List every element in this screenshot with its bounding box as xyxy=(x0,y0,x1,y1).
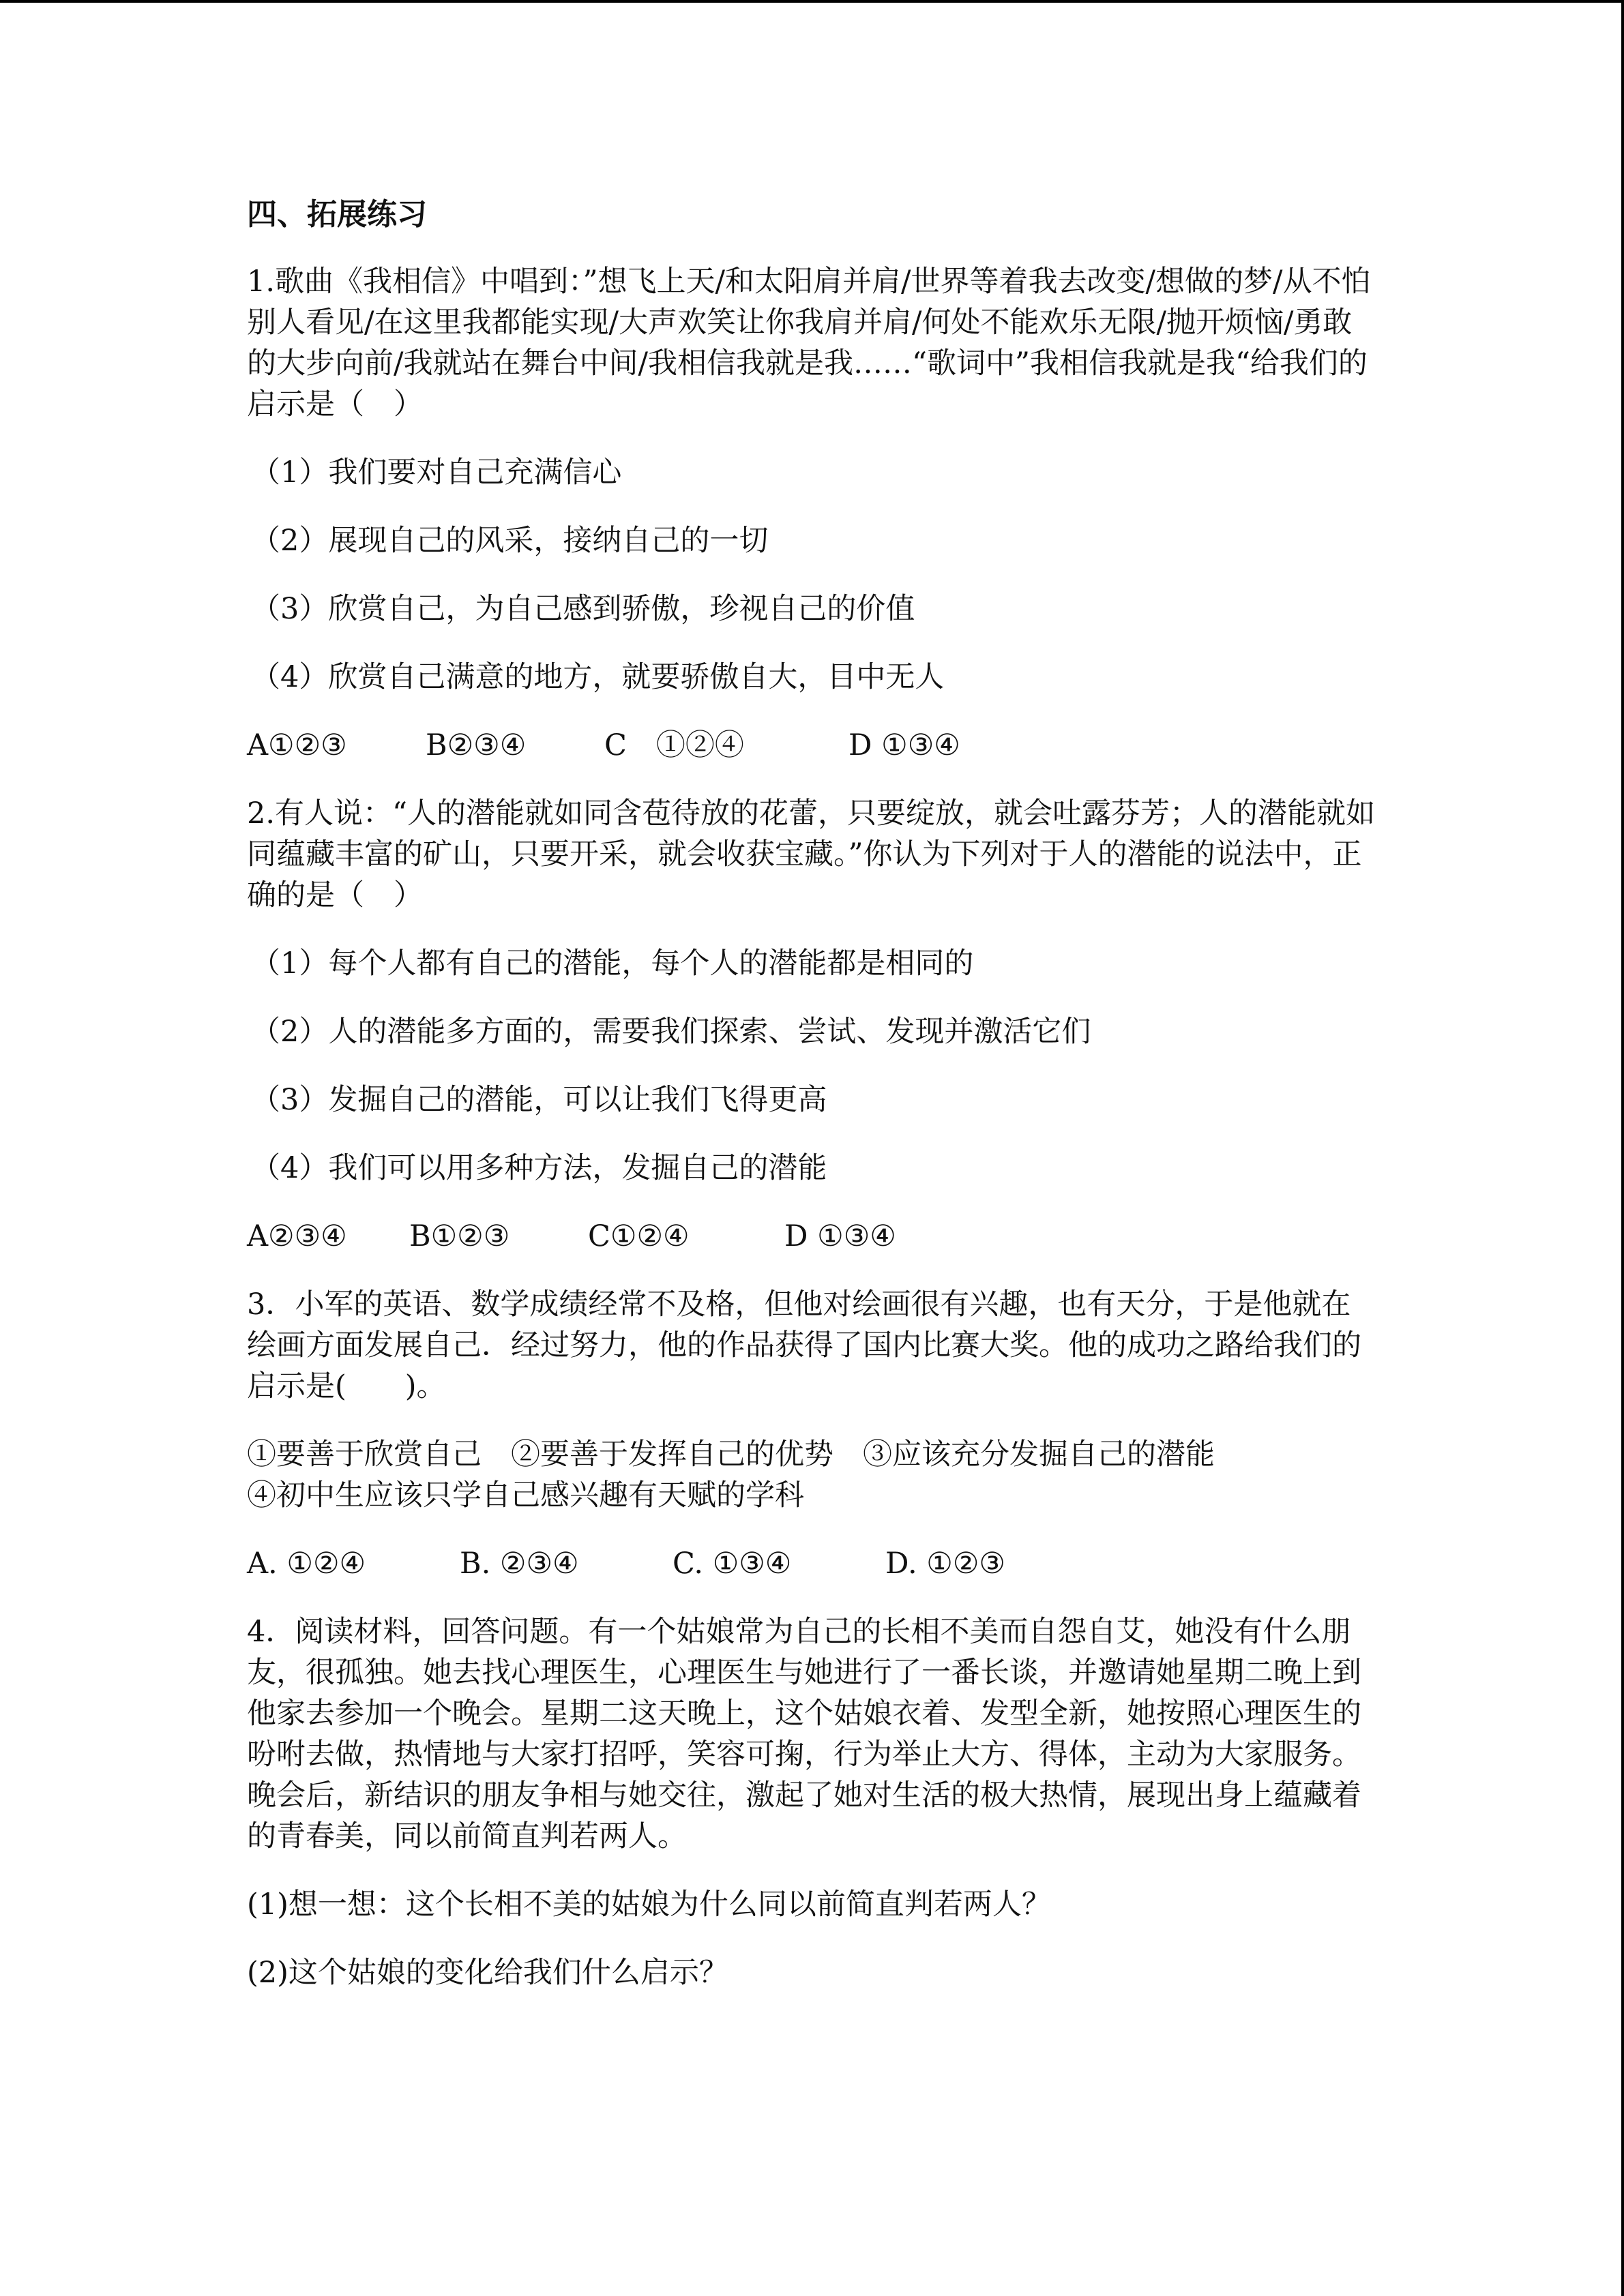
question-3-choice-a: A. ①②④ xyxy=(247,1547,366,1581)
question-2-choice-d: D ①③④ xyxy=(784,1219,896,1253)
question-3-statements xyxy=(247,1434,1379,1516)
question-4-stem: 4．阅读材料，回答问题。有一个姑娘常为自己的长相不美而自怨自艾，她没有什么朋友，很孤独。她去找心理医生，心理医生与她进行了一番长谈，并邀请她星期二晚上到他家去参加一个晚会。星期二这天晚上，这个姑娘衣着、发型全新，她按照心理医生的吩咐去做，热情地与大家打招呼，笑容可掬，行为举止大方、得体，主动为大家服务。晚会后，新结识的朋友争相与她交往，激起了她对生活的极大热情，展现出身上蕴藏着的青春美，同以前简直判若两人。 xyxy=(247,1615,1361,1853)
question-4-sub-question-2: (2)这个姑娘的变化给我们什么启示？ xyxy=(247,1956,728,1990)
question-2-choice-c: C①②④ xyxy=(588,1219,690,1253)
right-border-line xyxy=(1621,0,1624,2296)
document-page xyxy=(247,194,1379,2021)
question-1-option-2: （2）展现自己的风采，接纳自己的一切 xyxy=(251,524,769,558)
question-1-choice-b: B②③④ xyxy=(426,728,527,762)
question-3-choice-d: D. ①②③ xyxy=(885,1547,1005,1581)
question-1-choice-d: D ①③④ xyxy=(848,728,960,762)
question-1-choice-c: C ①②④ xyxy=(604,728,744,762)
question-1-choice-a: A①②③ xyxy=(247,728,347,762)
question-1-stem: 1.歌曲《我相信》中唱到：”想飞上天/和太阳肩并肩/世界等着我去改变/想做的梦/从不怕别人看见/在这里我都能实现/大声欢笑让你我肩并肩/何处不能欢乐无限/抛开烦恼/勇敢的大步向前/我就站在舞台中间/我相信我就是我……“歌词中”我相信我就是我“给我们的启示是（ ） xyxy=(247,265,1371,421)
question-4-sub-question-1: (1)想一想：这个长相不美的姑娘为什么同以前简直判若两人？ xyxy=(247,1888,1051,1922)
question-3-statements-line-2: ④初中生应该只学自己感兴趣有天赋的学科 xyxy=(247,1478,804,1512)
question-3-stem: 3．小军的英语、数学成绩经常不及格，但他对绘画很有兴趣，也有天分，于是他就在绘画方面发展自己．经过努力，他的作品获得了国内比赛大奖。他的成功之路给我们的启示是( )。 xyxy=(247,1287,1361,1403)
question-2-choices xyxy=(247,1216,1379,1257)
section-title: 四、拓展练习 xyxy=(247,197,427,232)
question-2-option-4: （4）我们可以用多种方法，发掘自己的潜能 xyxy=(251,1151,827,1185)
question-2-choice-a: A②③④ xyxy=(247,1219,347,1253)
question-1-option-3: （3）欣赏自己，为自己感到骄傲，珍视自己的价值 xyxy=(251,592,915,626)
question-3-choice-c: C. ①③④ xyxy=(673,1547,792,1581)
question-3-choices xyxy=(247,1543,1379,1584)
question-2-option-3: （3）发掘自己的潜能，可以让我们飞得更高 xyxy=(251,1083,827,1117)
question-2-option-2: （2）人的潜能多方面的，需要我们探索、尝试、发现并激活它们 xyxy=(251,1015,1091,1049)
question-2-stem: 2.有人说：“人的潜能就如同含苞待放的花蕾，只要绽放，就会吐露芬芳；人的潜能就如同蕴藏丰富的矿山，只要开采，就会收获宝藏。”你认为下列对于人的潜能的说法中，正确的是（ ） xyxy=(247,796,1376,912)
question-2-option-1: （1）每个人都有自己的潜能，每个人的潜能都是相同的 xyxy=(251,946,974,981)
question-2-choice-b: B①②③ xyxy=(409,1219,510,1253)
top-border-line xyxy=(0,0,1624,3)
question-1-option-4: （4）欣赏自己满意的地方，就要骄傲自大，目中无人 xyxy=(251,660,945,694)
question-1-choices xyxy=(247,725,1379,766)
question-3-statements-line-1: ①要善于欣赏自己 ②要善于发挥自己的优势 ③应该充分发掘自己的潜能 xyxy=(247,1437,1215,1472)
question-1-option-1: （1）我们要对自己充满信心 xyxy=(251,456,622,490)
question-3-choice-b: B. ②③④ xyxy=(460,1547,579,1581)
